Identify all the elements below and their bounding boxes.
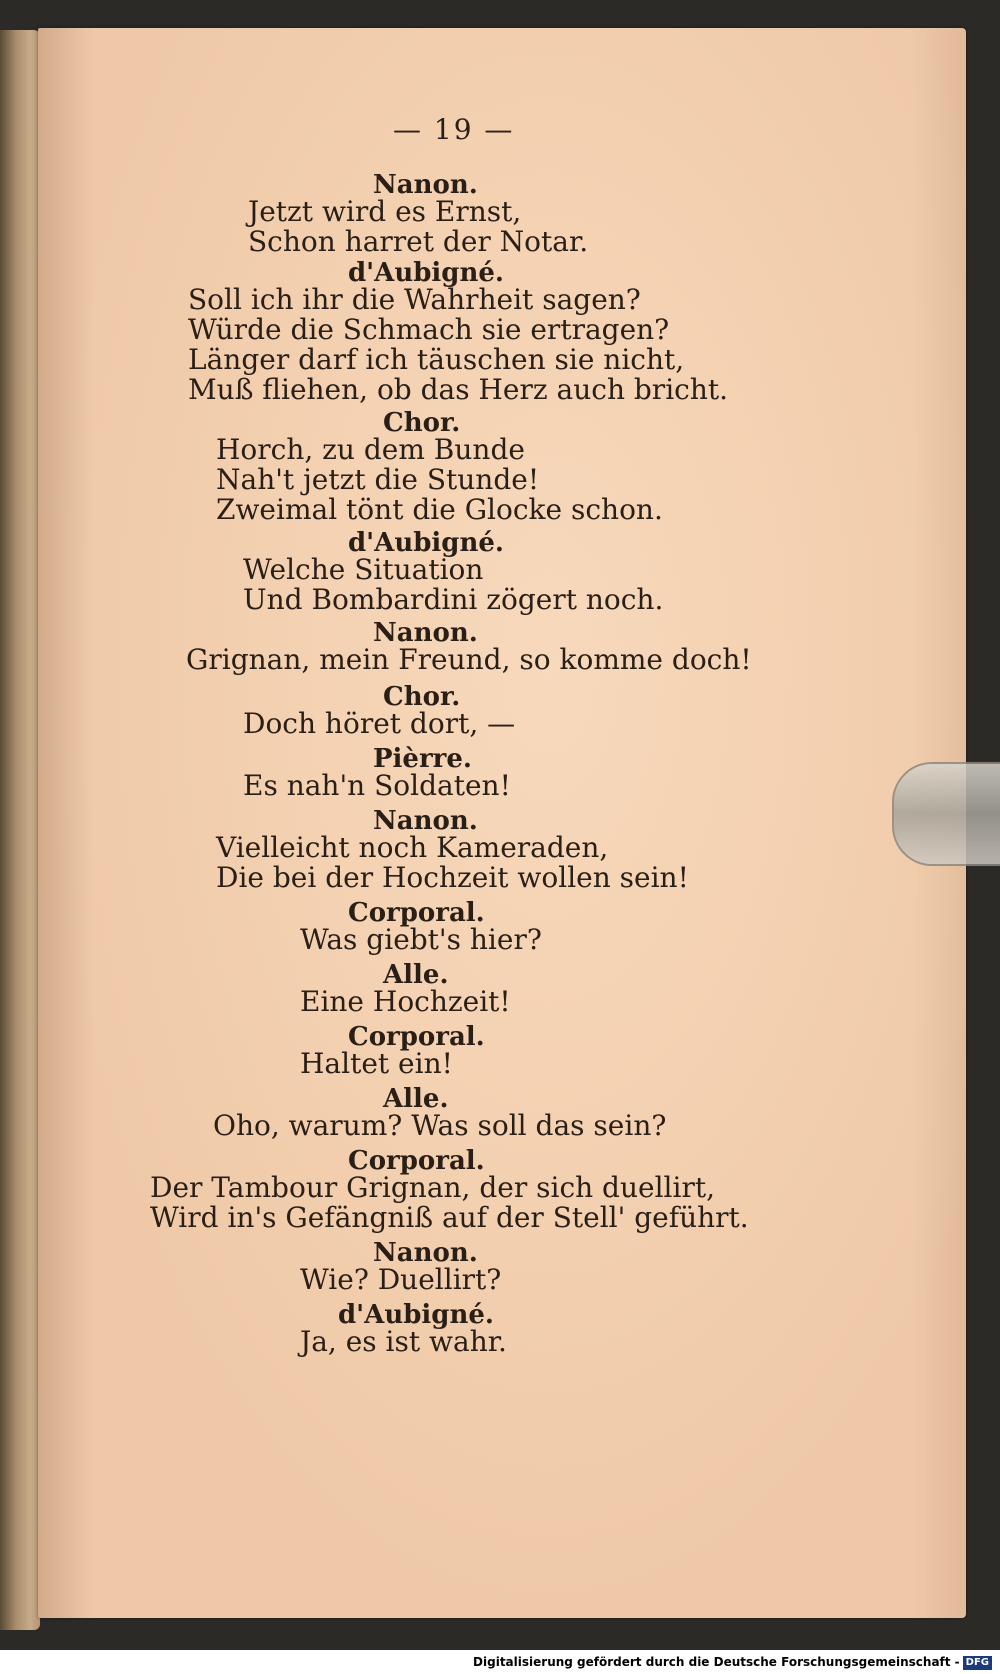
verse-line: Es nah'n Soldaten!	[243, 769, 511, 802]
speaker-label: Corporal.	[348, 1022, 485, 1052]
speaker-label: Corporal.	[348, 1146, 485, 1176]
verse-line: Haltet ein!	[300, 1047, 453, 1080]
book-page	[38, 28, 966, 1618]
verse-line: Jetzt wird es Ernst,	[248, 195, 522, 228]
page-number: — 19 —	[393, 113, 515, 146]
footer-text: Digitalisierung gefördert durch die Deutsche Forschungsgemeinschaft -	[473, 1655, 960, 1669]
speaker-label: Pièrre.	[373, 744, 472, 774]
verse-line: Der Tambour Grignan, der sich duellirt,	[150, 1171, 715, 1204]
speaker-label: d'Aubigné.	[348, 528, 504, 558]
speaker-label: Alle.	[383, 960, 449, 990]
speaker-label: Corporal.	[348, 898, 485, 928]
verse-line: Horch, zu dem Bunde	[216, 433, 525, 466]
left-page-edge	[0, 30, 40, 1630]
verse-line: Doch höret dort, —	[243, 707, 516, 740]
speaker-label: Nanon.	[373, 618, 478, 648]
digitization-footer	[0, 1650, 1000, 1674]
verse-line: Nah't jetzt die Stunde!	[216, 463, 540, 496]
verse-line: Und Bombardini zögert noch.	[243, 583, 664, 616]
speaker-label: Chor.	[383, 408, 461, 438]
speaker-label: Chor.	[383, 682, 461, 712]
verse-line: Soll ich ihr die Wahrheit sagen?	[188, 283, 641, 316]
verse-line: Würde die Schmach sie ertragen?	[188, 313, 670, 346]
verse-line: Eine Hochzeit!	[300, 985, 511, 1018]
verse-line: Die bei der Hochzeit wollen sein!	[216, 861, 689, 894]
verse-line: Schon harret der Notar.	[248, 225, 589, 258]
verse-line: Wie? Duellirt?	[300, 1263, 502, 1296]
speaker-label: Nanon.	[373, 1238, 478, 1268]
speaker-label: d'Aubigné.	[338, 1300, 494, 1330]
verse-line: Wird in's Gefängniß auf der Stell' geführt.	[150, 1201, 749, 1234]
verse-line: Welche Situation	[243, 553, 484, 586]
verse-line: Oho, warum? Was soll das sein?	[213, 1109, 667, 1142]
speaker-label: Nanon.	[373, 170, 478, 200]
verse-line: Zweimal tönt die Glocke schon.	[216, 493, 663, 526]
speaker-label: Nanon.	[373, 806, 478, 836]
verse-line: Was giebt's hier?	[300, 923, 542, 956]
dfg-logo: DFG	[963, 1656, 992, 1670]
verse-line: Länger darf ich täuschen sie nicht,	[188, 343, 685, 376]
speaker-label: d'Aubigné.	[348, 258, 504, 288]
page-clip	[892, 762, 1000, 866]
verse-line: Vielleicht noch Kameraden,	[216, 831, 609, 864]
speaker-label: Alle.	[383, 1084, 449, 1114]
verse-line: Ja, es ist wahr.	[300, 1325, 507, 1358]
verse-line: Muß fliehen, ob das Herz auch bricht.	[188, 373, 729, 406]
verse-line: Grignan, mein Freund, so komme doch!	[186, 643, 752, 676]
